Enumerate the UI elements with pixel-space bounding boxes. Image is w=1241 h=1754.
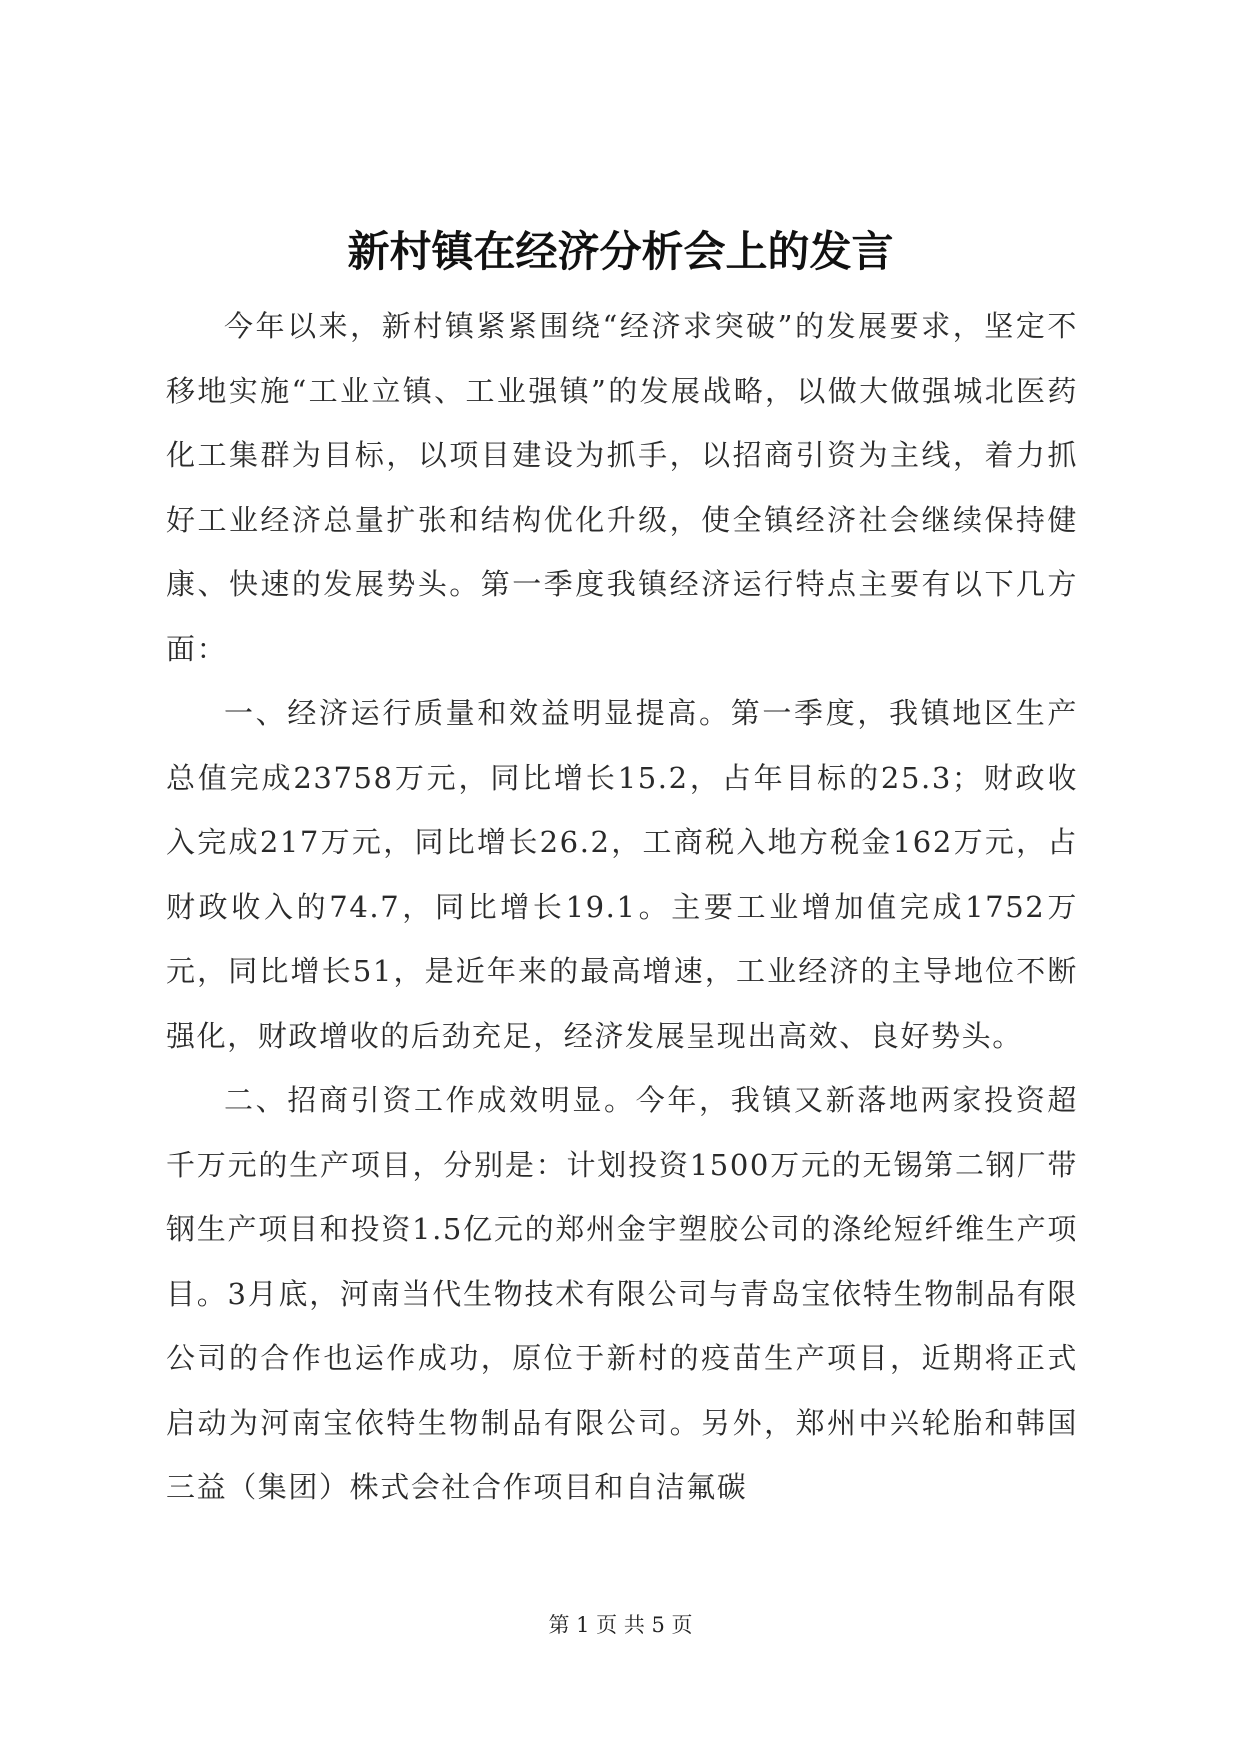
paragraph-section-1: 一、经济运行质量和效益明显提高。第一季度，我镇地区生产总值完成23758万元，同比增长15.2，占年目标的25.3；财政收入完成217万元，同比增长26.2，工商税入地方税金162万元，占财政收入的74.7，同比增长19.1。主要工业增加值完成1752万元，同比增长51，是近年来的最高增速，工业经济的主导地位不断强化，财政增收的后劲充足，经济发展呈现出高效、良好势头。 bbox=[166, 696, 1078, 1053]
document-body bbox=[166, 294, 1078, 1520]
page-footer: 第 1 页 共 5 页 bbox=[548, 1613, 693, 1637]
document-title: 新村镇在经济分析会上的发言 bbox=[347, 227, 894, 276]
paragraph-section-2: 二、招商引资工作成效明显。今年，我镇又新落地两家投资超千万元的生产项目，分别是：计划投资1500万元的无锡第二钢厂带钢生产项目和投资1.5亿元的郑州金宇塑胶公司的涤纶短纤维生产项目。3月底，河南当代生物技术有限公司与青岛宝依特生物制品有限公司的合作也运作成功，原位于新村的疫苗生产项目，近期将正式启动为河南宝依特生物制品有限公司。另外，郑州中兴轮胎和韩国三益（集团）株式会社合作项目和自洁氟碳 bbox=[166, 1083, 1078, 1504]
paragraph-intro: 今年以来，新村镇紧紧围绕“经济求突破”的发展要求，坚定不移地实施“工业立镇、工业强镇”的发展战略，以做大做强城北医药化工集群为目标，以项目建设为抓手，以招商引资为主线，着力抓好工业经济总量扩张和结构优化升级，使全镇经济社会继续保持健康、快速的发展势头。第一季度我镇经济运行特点主要有以下几方面： bbox=[166, 309, 1078, 666]
